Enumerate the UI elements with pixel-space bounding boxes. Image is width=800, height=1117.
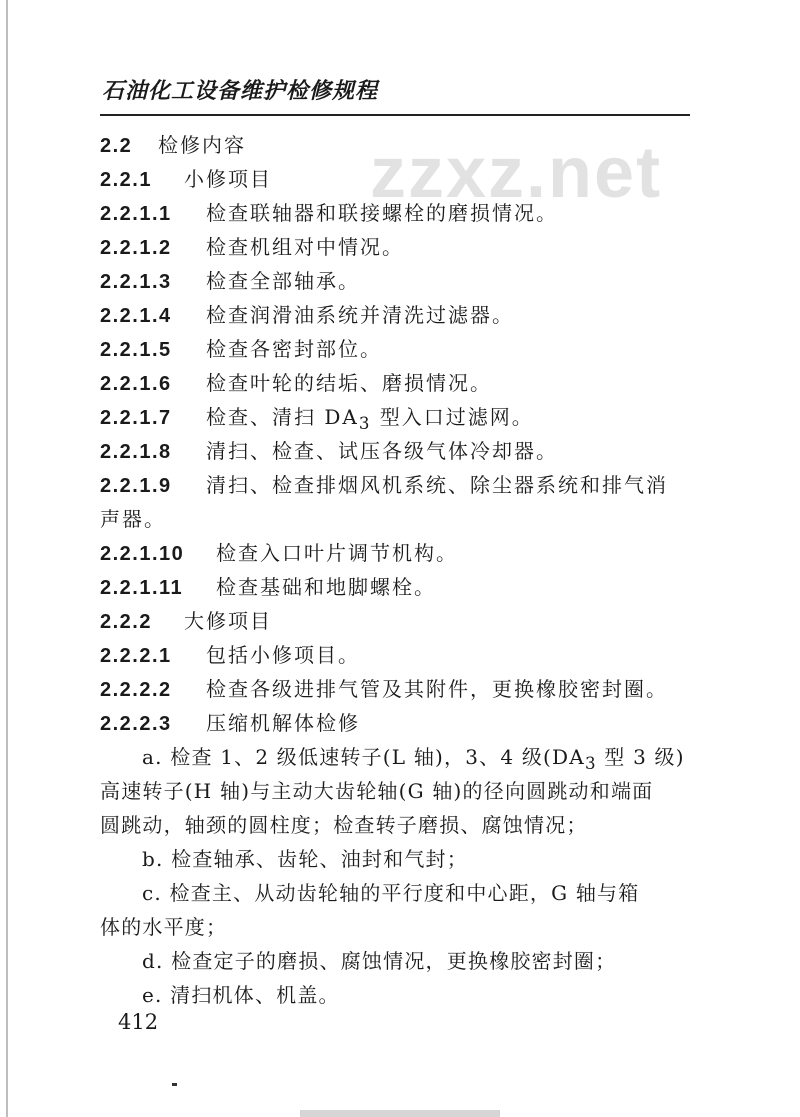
subitem-text: 高速转子(H 轴)与主动大齿轮轴(G 轴)的径向圆跳动和端面 — [100, 779, 654, 803]
subitem-d — [100, 944, 692, 978]
subitem-text-part: a. 检查 1、2 级低速转子(L 轴)，3、4 级(DA — [142, 745, 585, 769]
item-number: 2.2.2.2 — [100, 679, 172, 701]
scan-bottom-edge — [300, 1110, 500, 1117]
item-number: 2.2.1.4 — [100, 305, 172, 327]
scan-left-edge — [6, 0, 8, 1117]
header-divider — [100, 114, 690, 116]
item-text: 检查入口叶片调节机构。 — [216, 541, 458, 565]
scan-speck — [172, 1083, 177, 1086]
item-number: 2.2.1.2 — [100, 237, 172, 259]
subitem-text-part: 型 3 级) — [596, 745, 685, 769]
item-text: 检查润滑油系统并清洗过滤器。 — [206, 303, 514, 327]
list-item — [100, 332, 692, 366]
subitem-b — [100, 842, 692, 876]
list-item — [100, 468, 692, 502]
subsection-title: 大修项目 — [184, 609, 272, 633]
item-number: 2.2.1.9 — [100, 475, 172, 497]
subitem-text — [142, 745, 685, 773]
subitem-c — [100, 876, 692, 910]
subitem-text: e. 清扫机体、机盖。 — [142, 983, 340, 1007]
subitem-a-continuation — [100, 808, 692, 842]
item-text: 压缩机解体检修 — [206, 711, 360, 735]
item-text: 清扫、检查排烟风机系统、除尘器系统和排气消 — [206, 473, 668, 497]
section-number: 2.2 — [100, 135, 133, 157]
subsection-heading-minor — [100, 162, 692, 196]
subitem-text: b. 检查轴承、齿轮、油封和气封； — [142, 847, 468, 871]
list-item — [100, 230, 692, 264]
page-body — [100, 128, 692, 1012]
item-number: 2.2.1.11 — [100, 577, 184, 599]
list-item — [100, 366, 692, 400]
subsection-number: 2.2.1 — [100, 169, 152, 191]
item-number: 2.2.2.3 — [100, 713, 172, 735]
item-number: 2.2.1.6 — [100, 373, 172, 395]
item-text: 检查全部轴承。 — [206, 269, 360, 293]
subscript: 3 — [584, 754, 597, 773]
running-header: 石油化工设备维护检修规程 — [102, 78, 379, 104]
item-text: 检查联轴器和联接螺栓的磨损情况。 — [206, 201, 558, 225]
list-item — [100, 638, 692, 672]
list-item — [100, 536, 692, 570]
subsection-number: 2.2.2 — [100, 611, 152, 633]
item-number: 2.2.1.5 — [100, 339, 172, 361]
subitem-a-continuation — [100, 774, 692, 808]
subitem-text: 体的水平度； — [100, 915, 228, 939]
list-item — [100, 434, 692, 468]
item-text: 清扫、检查、试压各级气体冷却器。 — [206, 439, 558, 463]
subscript: 3 — [358, 414, 372, 433]
section-heading — [100, 128, 692, 162]
list-item — [100, 706, 692, 740]
list-item — [100, 570, 692, 604]
page-number: 412 — [118, 1010, 159, 1034]
subitem-text: d. 检查定子的磨损、腐蚀情况，更换橡胶密封圈； — [142, 949, 617, 973]
item-text: 包括小修项目。 — [206, 643, 360, 667]
item-text-part: 型入口过滤网。 — [371, 405, 534, 429]
item-text: 检查机组对中情况。 — [206, 235, 404, 259]
subitem-e — [100, 978, 692, 1012]
item-text: 检查叶轮的结垢、磨损情况。 — [206, 371, 492, 395]
list-item — [100, 672, 692, 706]
item-text — [206, 405, 534, 433]
list-item — [100, 196, 692, 230]
section-title: 检修内容 — [158, 133, 246, 157]
item-text: 检查各级进排气管及其附件，更换橡胶密封圈。 — [206, 677, 668, 701]
item-number: 2.2.2.1 — [100, 645, 172, 667]
item-number: 2.2.1.8 — [100, 441, 172, 463]
subsection-heading-major — [100, 604, 692, 638]
subitem-text: 圆跳动，轴颈的圆柱度；检查转子磨损、腐蚀情况； — [100, 813, 588, 837]
item-number: 2.2.1.1 — [100, 203, 172, 225]
subitem-text: c. 检查主、从动齿轮轴的平行度和中心距，G 轴与箱 — [142, 881, 640, 905]
subitem-c-continuation — [100, 910, 692, 944]
item-number: 2.2.1.10 — [100, 543, 185, 565]
item-number: 2.2.1.7 — [100, 407, 172, 429]
list-item — [100, 298, 692, 332]
item-text-part: 检查、清扫 DA — [206, 405, 359, 429]
list-item — [100, 400, 692, 434]
subsection-title: 小修项目 — [184, 167, 272, 191]
list-item-continuation — [100, 502, 692, 536]
list-item — [100, 264, 692, 298]
item-text: 检查各密封部位。 — [206, 337, 382, 361]
item-text: 检查基础和地脚螺栓。 — [216, 575, 436, 599]
item-text: 声器。 — [100, 507, 166, 531]
subitem-a — [100, 740, 692, 774]
watermark: zzxz.net — [370, 133, 663, 213]
item-number: 2.2.1.3 — [100, 271, 172, 293]
